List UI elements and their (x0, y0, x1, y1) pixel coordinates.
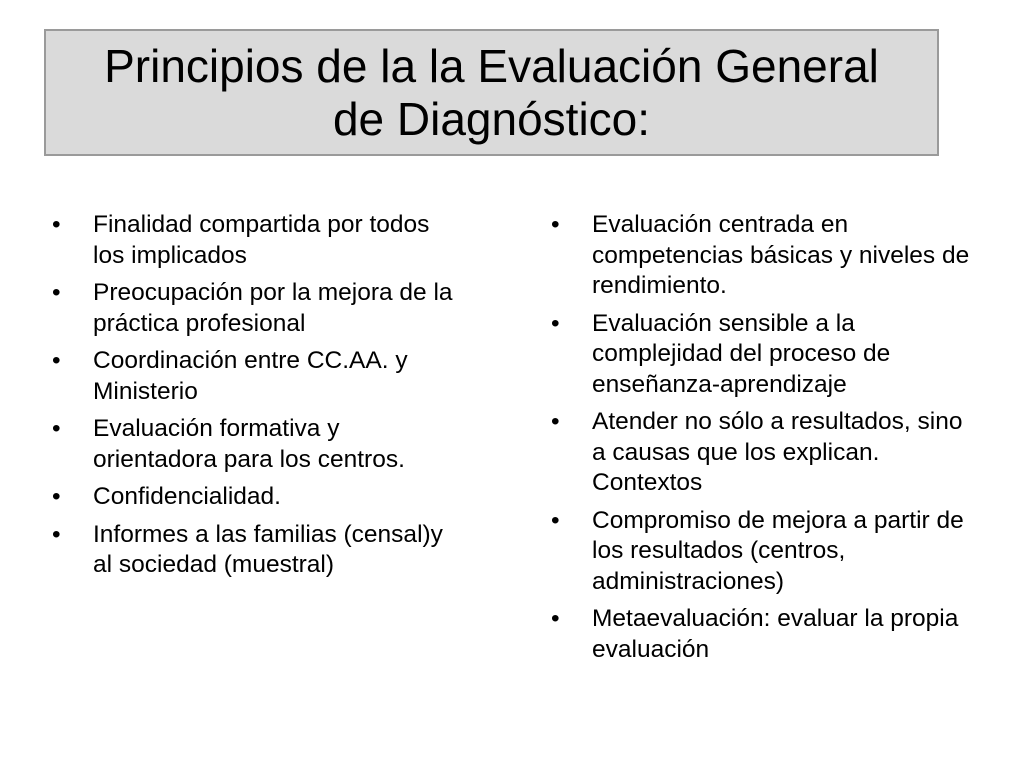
list-item (551, 506, 981, 598)
list-item (551, 309, 981, 401)
bullet-icon: • (52, 347, 61, 374)
list-item-text: Atender no sólo a resultados, sino a causas que los explican. Contextos (592, 408, 963, 496)
page-title (94, 40, 889, 146)
list-item-text: Metaevaluación: evaluar la propia evaluación (592, 605, 959, 663)
list-item (551, 604, 981, 665)
list-item (52, 278, 462, 339)
bullet-icon: • (52, 279, 61, 306)
list-item (52, 346, 462, 407)
list-item-text: Preocupación por la mejora de la práctica profesional (93, 279, 453, 337)
list-item-text: Evaluación formativa y orientadora para los centros. (93, 415, 405, 473)
title-box (44, 29, 939, 156)
list-item-text: Coordinación entre CC.AA. y Ministerio (93, 347, 408, 405)
bullet-icon: • (52, 483, 61, 510)
title-line-1: Principios de la la Evaluación General (104, 39, 879, 92)
list-item-text: Compromiso de mejora a partir de los resultados (centros, administraciones) (592, 506, 964, 595)
left-bullet-list (52, 210, 462, 588)
bullet-icon: • (551, 605, 560, 632)
list-item (551, 210, 981, 302)
list-item (52, 482, 462, 513)
list-item-text: Evaluación centrada en competencias básicas y niveles de rendimiento. (592, 211, 970, 299)
list-item-text: Finalidad compartida por todos los implicados (93, 211, 430, 269)
list-item (52, 210, 462, 271)
list-item-text: Confidencialidad. (93, 483, 281, 510)
bullet-icon: • (52, 520, 61, 548)
right-bullet-list (551, 210, 981, 672)
list-item (52, 520, 462, 581)
bullet-icon: • (52, 211, 61, 238)
bullet-icon: • (551, 408, 560, 435)
list-item-text: Evaluación sensible a la complejidad del proceso de enseñanza-aprendizaje (592, 309, 891, 398)
bullet-icon: • (551, 506, 560, 534)
list-item-text: Informes a las familias (censal)y al sociedad (muestral) (93, 520, 443, 578)
title-line-2: de Diagnóstico: (332, 92, 651, 145)
bullet-icon: • (551, 211, 560, 238)
list-item (52, 414, 462, 475)
list-item (551, 407, 981, 499)
bullet-icon: • (52, 415, 61, 442)
bullet-icon: • (551, 309, 560, 337)
